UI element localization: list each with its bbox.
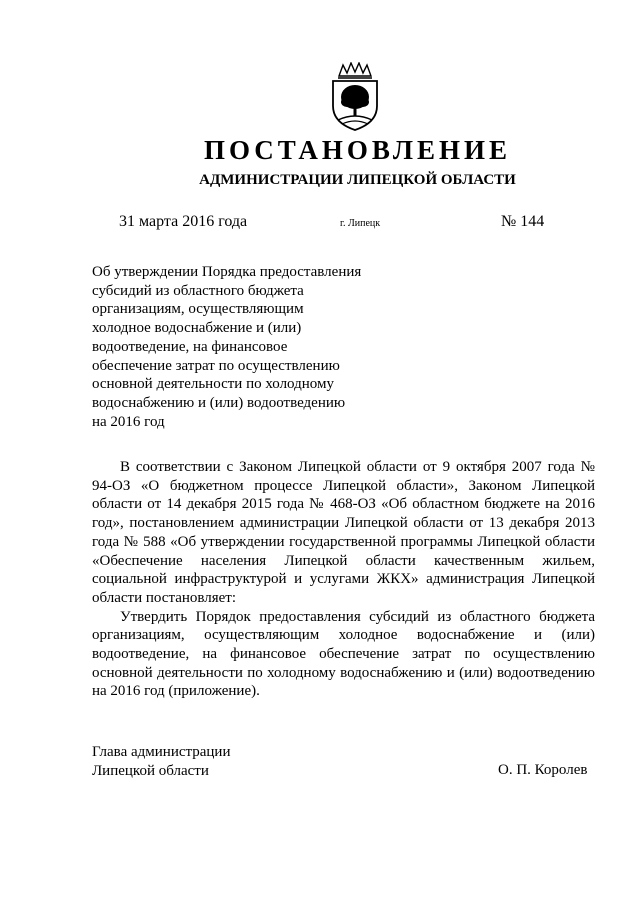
subject-line: обеспечение затрат по осуществлению [92, 357, 340, 374]
subject-line: на 2016 год [92, 413, 165, 430]
body-paragraph-preamble: В соответствии с Законом Липецкой области от 9 октября 2007 года № 94-ОЗ «О бюджетном процессе Липецкой области», Законом Липецкой области от 14 декабря 2015 года № 468-ОЗ «Об областном бюджете на 2016 год», постановлением администрации Липецкой области от 13 декабря 2013 года № 588 «Об утверждении государственной программы Липецкой области «Обеспечение населения Липецкой области качественным жильем, социальной инфраструктурой и услугами ЖКХ» администрация Липецкой области постановляет: [92, 459, 595, 606]
subject-line: основной деятельности по холодному [92, 376, 334, 393]
body-paragraph-resolution: Утвердить Порядок предоставления субсидий из областного бюджета организациям, осуществляющим холодное водоснабжение и (или) водоотведение, на финансовое обеспечение затрат по осуществлению основной деятельности по холодному водоснабжению и (или) водоотведению на 2016 год (приложение). [92, 608, 595, 700]
document-subject [92, 263, 392, 431]
document-city: г. Липецк [340, 218, 381, 229]
document-number: № 144 [501, 213, 545, 230]
subject-line: субсидий из областного бюджета [92, 282, 304, 299]
document-subtitle: АДМИНИСТРАЦИИ ЛИПЕЦКОЙ ОБЛАСТИ [199, 172, 516, 188]
subject-line: водоснабжению и (или) водоотведению [92, 394, 346, 411]
subject-line: Об утверждении Порядка предоставления [92, 264, 362, 280]
subject-line: холодное водоснабжение и (или) [92, 320, 302, 337]
subject-line: водоотведение, на финансовое [92, 338, 288, 355]
signature-position [92, 743, 230, 780]
document-body [92, 458, 595, 701]
signature-position-line: Липецкой области [92, 762, 209, 779]
subject-line: организациям, осуществляющим [92, 301, 304, 318]
signature-position-line: Глава администрации [92, 744, 231, 760]
signature-name: О. П. Королев [498, 762, 588, 778]
coat-of-arms-icon [325, 62, 385, 132]
document-title: ПОСТАНОВЛЕНИЕ [203, 135, 512, 165]
document-date: 31 марта 2016 года [119, 213, 248, 230]
